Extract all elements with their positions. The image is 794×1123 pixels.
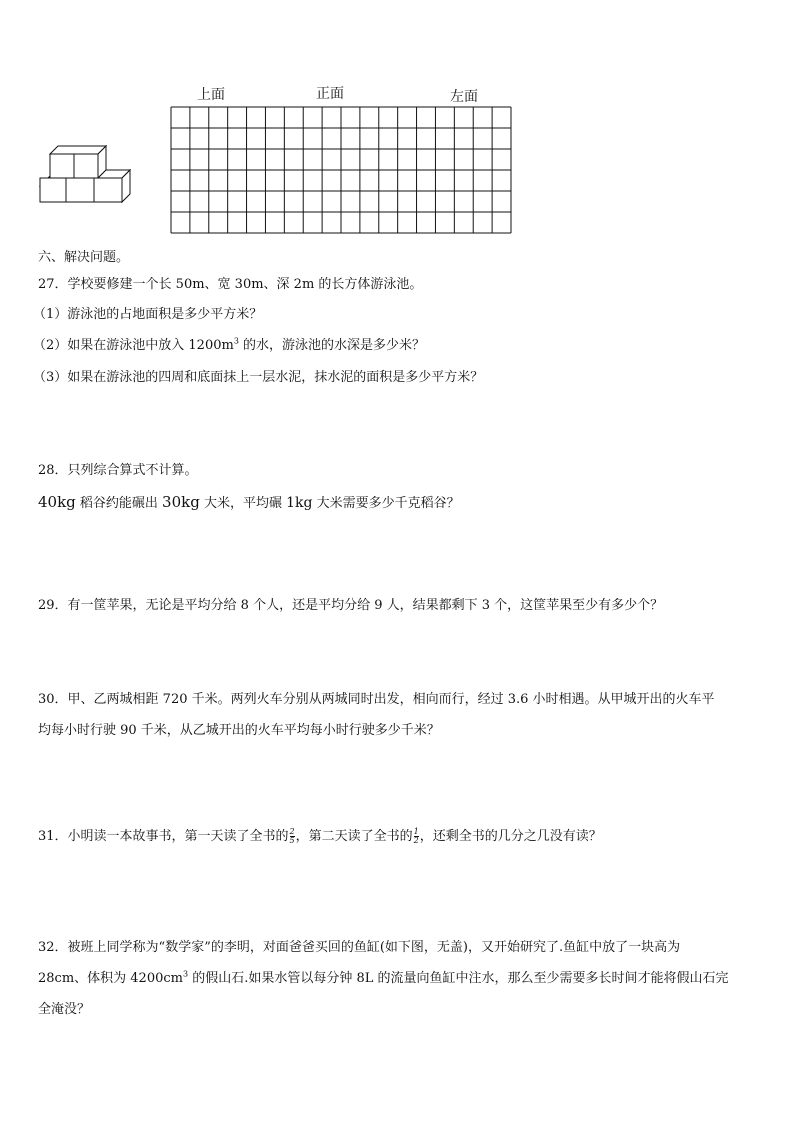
- label-left-view: 左面: [450, 89, 478, 105]
- q28-body: 40kg 稻谷约能碾出 30kg 大米，平均碾 1kg 大米需要多少千克稻谷？: [38, 493, 460, 511]
- q28-stem: 28．只列综合算式不计算。: [38, 463, 198, 478]
- q27-stem: 27．学校要修建一个长 50m、宽 30m、深 2m 的长方体游泳池。: [38, 277, 423, 292]
- q32-line3: 全淹没？: [38, 1002, 91, 1017]
- q30-line2: 均每小时行驶 90 千米，从乙城开出的火车平均每小时行驶多少千米？: [38, 723, 440, 738]
- fraction-1-2: $\frac{1}{2}$: [413, 827, 419, 845]
- fraction-2-5: $\frac{2}{5}$: [289, 827, 295, 845]
- q31: 31．小明读一本故事书，第一天读了全书的 $\frac{2}{5}$ ，第二天读了全书的 $\frac{1}{2}$ ，还剩全书的几分之几没有读？: [38, 827, 602, 845]
- drawing-grid: [170, 106, 512, 234]
- q27-sub1: （1）游泳池的占地面积是多少平方米？: [33, 307, 263, 322]
- q32-line1: 32．被班上同学称为“数学家”的李明，对面爸爸买回的鱼缸(如下图，无盖)，又开始研究了.鱼缸中放了一块高为: [38, 940, 681, 955]
- q29: 29．有一筐苹果，无论是平均分给 8 个人，还是平均分给 9 人，结果都剩下 3 个，这筐苹果至少有多少个？: [38, 598, 664, 613]
- label-front-view: 正面: [316, 86, 344, 102]
- label-top-view: 上面: [197, 87, 225, 103]
- cube-figure: [38, 140, 134, 214]
- q32-line2: 28cm、体积为 $4200cm^3$ 的假山石.如果水管以每分钟 8L 的流量向鱼缸中注水，那么至少需要多长时间才能将假山石完: [38, 969, 729, 986]
- q27-sub2: （2）如果在游泳池中放入 $1200m^3$ 的水，游泳池的水深是多少米？: [33, 336, 426, 353]
- q30-line1: 30．甲、乙两城相距 720 千米。两列火车分别从两城同时出发，相向而行，经过 3.6 小时相遇。从甲城开出的火车平: [38, 692, 715, 707]
- section-title: 六、解决问题。: [38, 250, 130, 265]
- q27-sub3: （3）如果在游泳池的四周和底面抹上一层水泥，抹水泥的面积是多少平方米？: [33, 370, 484, 385]
